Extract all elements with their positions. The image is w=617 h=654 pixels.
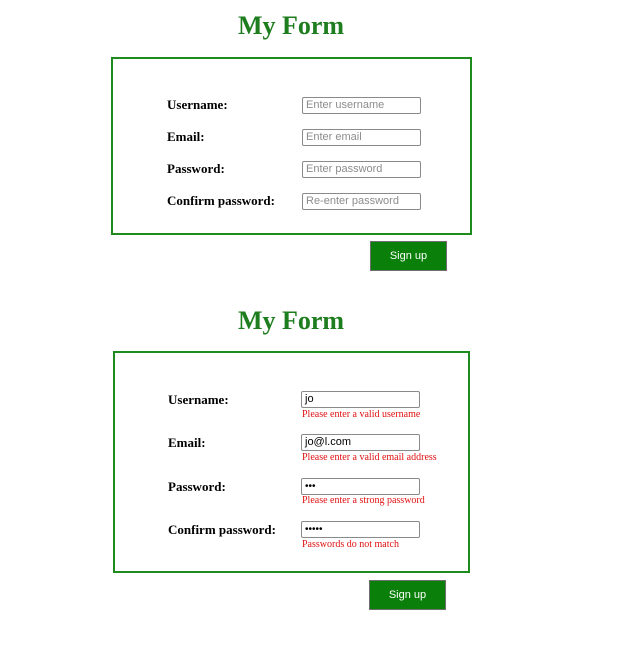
form2-email-error: Please enter a valid email address xyxy=(302,452,437,463)
form1-password-input[interactable]: Enter password xyxy=(302,161,421,178)
form2-password-error: Please enter a strong password xyxy=(302,495,425,506)
form2-confirm-password-input[interactable]: ••••• xyxy=(301,521,420,538)
form2-title: My Form xyxy=(237,306,345,335)
form1-title: My Form xyxy=(237,11,345,40)
form1-password-label: Password: xyxy=(167,161,225,176)
form2-username-input[interactable]: jo xyxy=(301,391,420,408)
form1-email-input[interactable]: Enter email xyxy=(302,129,421,146)
form1-confirm-password-input[interactable]: Re-enter password xyxy=(302,193,421,210)
form1-confirm-password-label: Confirm password: xyxy=(167,193,275,208)
form2-username-label: Username: xyxy=(168,392,229,407)
form2-password-input[interactable]: ••• xyxy=(301,478,420,495)
form1-username-input[interactable]: Enter username xyxy=(302,97,421,114)
form2-username-error: Please enter a valid username xyxy=(302,409,421,420)
form2-password-label: Password: xyxy=(168,479,226,494)
form2-confirm-password-label: Confirm password: xyxy=(168,522,276,537)
form2-confirm-password-error: Passwords do not match xyxy=(302,539,399,550)
form2-email-label: Email: xyxy=(168,435,206,450)
form2-signup-button[interactable]: Sign up xyxy=(369,580,446,610)
form1-username-label: Username: xyxy=(167,97,228,112)
form2-email-input[interactable]: jo@l.com xyxy=(301,434,420,451)
form1-email-label: Email: xyxy=(167,129,205,144)
form1-signup-button[interactable]: Sign up xyxy=(370,241,447,271)
